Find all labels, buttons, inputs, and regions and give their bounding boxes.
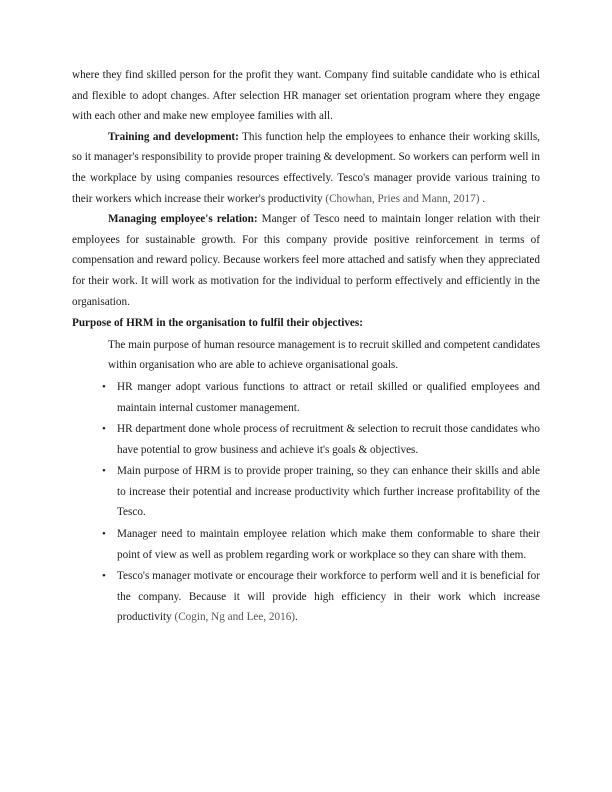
- citation-chowhan: (Chowhan, Pries and Mann, 2017): [325, 192, 480, 205]
- citation-cogin: (Cogin, Ng and Lee, 2016): [174, 611, 296, 624]
- list-item: [72, 566, 540, 628]
- paragraph-continuation: where they find skilled person for the profit they want. Company find suitable candidate who is ethical and flexible to adopt changes. After selection HR manager set orientation program where they engage with each other and make new employee families with all.: [72, 69, 540, 123]
- training-development-end: .: [479, 192, 486, 205]
- list-item-text: Manager need to maintain employee relation which make them conformable to share their point of view as well as problem regarding work or workplace so they can share with them.: [117, 528, 540, 561]
- section-heading: Purpose of HRM in the organisation to fulfil their objectives:: [72, 317, 363, 330]
- list-item-text: Tesco's manager motivate or encourage their workforce to perform well and it is beneficial for the company. Because it will provide high efficiency in their work which increase productivity: [117, 570, 540, 624]
- paragraph-training-development: [72, 127, 540, 209]
- bullet-icon: •: [102, 423, 106, 436]
- employee-relation-text: Manger of Tesco need to maintain longer relation with their employees for sustainable growth. For this company provide positive reinforcement in terms of compensation and reward policy. Because workers feel more attached and satisfy when they appreciated for their work. It will work as motivation for the individual to perform effectively and efficiently in the organisation.: [72, 213, 540, 308]
- employee-relation-label: Managing employee's relation:: [108, 213, 258, 226]
- training-development-text: This function help the employees to enhance their working skills, so it manager's responsibility to provide proper training & development. So workers can perform well in the workplace by using companies resources effectively. Tesco's manager provide various training to their workers which increase their worker's productivity: [72, 130, 540, 205]
- paragraph-employee-relation: [72, 209, 540, 312]
- list-item: [72, 377, 540, 418]
- list-item-text: HR manger adopt various functions to attract or retail skilled or qualified employees and maintain internal customer management.: [117, 380, 540, 414]
- document-page: [72, 65, 540, 629]
- list-item: [72, 419, 540, 460]
- list-item: [72, 524, 540, 565]
- bullet-icon: •: [102, 570, 106, 583]
- bullet-list: [72, 377, 540, 628]
- training-development-label: Training and development:: [108, 130, 239, 143]
- bullet-icon: •: [102, 465, 106, 478]
- list-item-text: Main purpose of HRM is to provide proper training, so they can enhance their skills and able to increase their potential and increase productivity which further increase profitability of the Tesco.: [117, 465, 540, 519]
- list-item: [72, 461, 540, 523]
- bullet-icon: •: [102, 380, 106, 393]
- section-intro: The main purpose of human resource management is to recruit skilled and competent candidates within organisation who are able to achieve organisational goals.: [108, 338, 540, 372]
- bullet-icon: •: [102, 528, 106, 541]
- list-item-end: .: [295, 611, 298, 624]
- list-item-text: HR department done whole process of recruitment & selection to recruit those candidates who have potential to grow business and achieve it's goals & objectives.: [117, 423, 540, 456]
